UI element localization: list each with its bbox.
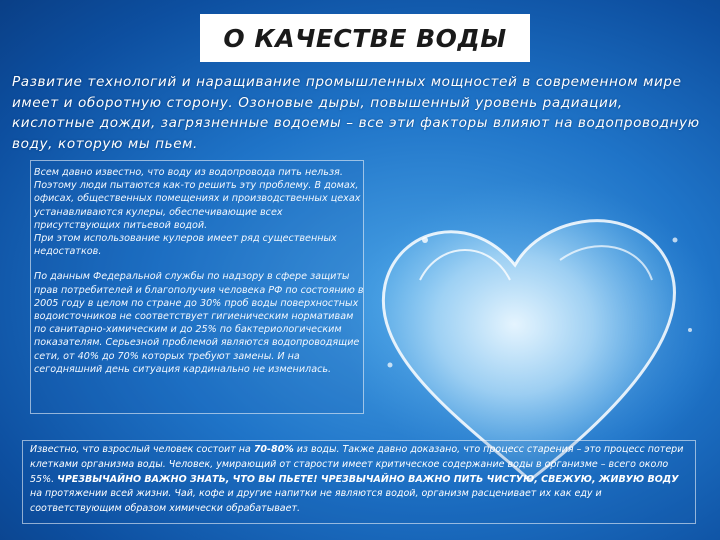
info-paragraph-2: При этом использование кулеров имеет ряд существенных недостатков. [34, 233, 337, 258]
title-box [200, 14, 530, 62]
bottom-bold-percent: 70-80% [253, 444, 294, 455]
bottom-part-1: Известно, что взрослый человек состоит на [30, 444, 254, 455]
bottom-text [30, 443, 690, 517]
bottom-bold-warning: ЧРЕЗВЫЧАЙНО ВАЖНО ЗНАТЬ, ЧТО ВЫ ПЬЕТЕ! ЧРЕЗВЫЧАЙНО ВАЖНО ПИТЬ ЧИСТУЮ, СВЕЖУЮ, ЖИВУЮ ВОДУ [57, 473, 679, 485]
bottom-part-2: из воды. Также давно доказано, что процесс старения – это процесс потери клетками организма воды. Человек, умирающий от старости имеет критическое содержание воды в организме – всего около 55%. [30, 444, 684, 485]
info-box-text [34, 166, 364, 376]
info-paragraph-3: По данным Федеральной службы по надзору в сфере защиты прав потребителей и благополучия человека РФ по состоянию в 2005 году в целом по стране до 30% проб воды поверхностных водоисточников не соответствует гигиеническим нормативам по санитарно-химическим и до 25% по бактериологическим показателям. Серьезной проблемой являются водопроводящие сети, от 40% до 70% которых требуют замены. И на сегодняшний день ситуация кардинально не изменилась. [34, 271, 364, 375]
intro-text: Развитие технологий и наращивание промышленных мощностей в современном мире имеет и оборотную сторону. Озоновые дыры, повышенный уровень радиации, кислотные дожди, загрязненные водоемы – все эти факторы влияют на водопроводную воду, которую мы пьем. [12, 74, 700, 152]
bottom-part-3: на протяжении всей жизни. Чай, кофе и другие напитки не являются водой, организм расценивает их как еду и соответствующим образом химически обрабатывает. [30, 488, 602, 515]
slide-title: О КАЧЕСТВЕ ВОДЫ [223, 23, 507, 53]
info-paragraph-1: Всем давно известно, что воду из водопровода пить нельзя. Поэтому люди пытаются как-то решить эту проблему. В домах, офисах, общественных помещениях и производственных цехах устанавливаются кулеры, обеспечивающие всех присутствующих питьевой водой. [34, 167, 361, 231]
